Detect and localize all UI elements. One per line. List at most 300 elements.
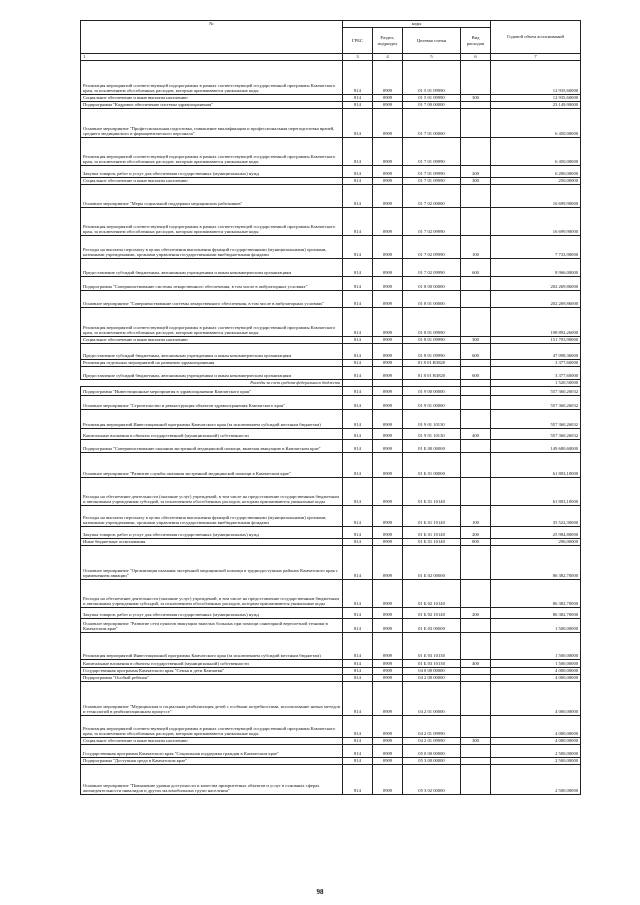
row-target: 01 7 01 09990 — [403, 166, 461, 178]
row-vr: 300 — [461, 337, 491, 344]
row-sum: 16 699,90000 — [491, 185, 581, 208]
row-target: 01 8 01 09990 — [403, 344, 461, 360]
row-grbs: 814 — [343, 619, 373, 633]
row-section: 0909 — [373, 178, 403, 185]
row-grbs: 814 — [343, 738, 373, 745]
row-name: Реализация мероприятий соответствующей подпрограммы в рамках соответствующей государственной программы Камчатского края, за исключением обособленных расходов, которым присваиваются уникальные коды — [81, 61, 343, 95]
row-sum: 2 500,00000 — [491, 758, 581, 765]
row-grbs: 814 — [343, 580, 373, 608]
row-section: 0909 — [373, 440, 403, 453]
table-row — [81, 660, 581, 668]
col-number: 1 — [81, 54, 343, 61]
row-target: 04 2 01 00000 — [403, 682, 461, 716]
row-grbs: 814 — [343, 539, 373, 546]
table-row — [81, 102, 581, 109]
row-grbs: 814 — [343, 506, 373, 527]
row-target: 01 Б 01 10140 — [403, 478, 461, 506]
row-target: 01 Б 01 00000 — [403, 453, 461, 478]
row-section: 0909 — [373, 668, 403, 675]
page-number: 98 — [316, 888, 324, 896]
row-grbs: 814 — [343, 675, 373, 682]
row-name: Подпрограмма "Совершенствование системы лекарственного обеспечения, в том числе в амбулаторных условиях" — [81, 277, 343, 291]
row-grbs: 814 — [343, 178, 373, 185]
row-vr: 300 — [461, 95, 491, 102]
row-section: 0909 — [373, 277, 403, 291]
row-section: 0909 — [373, 633, 403, 660]
col-number: 5 — [403, 54, 461, 61]
row-sum: 4 000,00000 — [491, 738, 581, 745]
row-name: Социальное обеспечение и иные выплаты населению — [81, 95, 343, 102]
row-grbs: 814 — [343, 765, 373, 795]
row-section: 0909 — [373, 291, 403, 308]
row-grbs: 814 — [343, 291, 373, 308]
row-section: 0909 — [373, 138, 403, 166]
col-number: 7 — [491, 54, 581, 61]
row-section: 0909 — [373, 95, 403, 102]
col-number: 3 — [343, 54, 373, 61]
table-row — [81, 259, 581, 277]
row-name: Основное мероприятие "Меры социальной поддержки медицинских работников" — [81, 185, 343, 208]
row-target: 01 9 00 00000 — [403, 387, 461, 396]
table-row — [81, 682, 581, 716]
row-grbs: 814 — [343, 236, 373, 259]
row-section: 0909 — [373, 185, 403, 208]
row-section: 0909 — [373, 619, 403, 633]
table-row — [81, 208, 581, 236]
row-vr — [461, 478, 491, 506]
col-number: 4 — [373, 54, 403, 61]
row-grbs: 814 — [343, 259, 373, 277]
row-sum: 296,00000 — [491, 539, 581, 546]
row-name: Социальное обеспечение и иные выплаты населению — [81, 738, 343, 745]
row-vr — [461, 387, 491, 396]
row-section: 0909 — [373, 527, 403, 539]
row-sum: 4 000,00000 — [491, 675, 581, 682]
row-sum: 4 000,00000 — [491, 668, 581, 675]
row-name: Основное мероприятие "Развитие службы оказания экстренной медицинской помощи в Камчатском крае" — [81, 453, 343, 478]
row-vr — [461, 682, 491, 716]
row-section: 0909 — [373, 387, 403, 396]
row-grbs: 814 — [343, 440, 373, 453]
row-sum: 2 500,00000 — [491, 745, 581, 758]
table-row — [81, 716, 581, 738]
row-target: 01 7 01 00000 — [403, 109, 461, 138]
row-sum: 3 377,60000 — [491, 360, 581, 367]
row-sum: 7 733,90000 — [491, 236, 581, 259]
row-target: 01 8 01 R3820 — [403, 360, 461, 367]
row-section: 0909 — [373, 580, 403, 608]
header-codes-group: коды — [343, 21, 491, 28]
row-section: 0909 — [373, 360, 403, 367]
row-vr: 600 — [461, 367, 491, 380]
row-target: 01 Б 02 10140 — [403, 580, 461, 608]
row-grbs: 814 — [343, 527, 373, 539]
table-row — [81, 277, 581, 291]
row-section: 0909 — [373, 675, 403, 682]
row-vr: 400 — [461, 429, 491, 440]
row-name: Расходы за счет средств федерального бюджета — [250, 380, 340, 386]
row-sum: 86 382,70000 — [491, 546, 581, 580]
row-vr: 300 — [461, 178, 491, 185]
row-sum: 23 149,90000 — [491, 102, 581, 109]
row-name: Реализация мероприятий соответствующей подпрограммы в рамках соответствующей государственной программы Камчатского края, за исключением обособленных расходов, которым присваиваются уникальные коды — [81, 208, 343, 236]
row-grbs: 814 — [343, 660, 373, 668]
column-numbering-row — [81, 54, 581, 61]
row-grbs: 814 — [343, 546, 373, 580]
row-name: Предоставление субсидий бюджетным, автономным учреждениям и иным некоммерческим организациям — [81, 367, 343, 380]
table-row — [81, 506, 581, 527]
row-vr: 100 — [461, 506, 491, 527]
row-sum: 149 680,60000 — [491, 440, 581, 453]
row-sum: 1 500,00000 — [491, 660, 581, 668]
row-name: Основное мероприятие "Развитие сети пунктов эвакуации тяжелых больных при помощи санитарной вертолетной техники в Камчатском крае" — [81, 619, 343, 633]
table-row — [81, 675, 581, 682]
row-grbs: 814 — [343, 410, 373, 429]
row-target: 01 Б 03 00000 — [403, 619, 461, 633]
row-vr — [461, 208, 491, 236]
row-target: 01 Б 03 10130 — [403, 633, 461, 660]
row-name: Подпрограмма "Инвестиционные мероприятия в здравоохранении Камчатского края" — [81, 387, 343, 396]
row-target: 01 8 01 09990 — [403, 337, 461, 344]
row-grbs: 814 — [343, 109, 373, 138]
table-row — [81, 396, 581, 410]
row-grbs: 814 — [343, 387, 373, 396]
row-sum: 151 793,90000 — [491, 337, 581, 344]
row-vr — [461, 360, 491, 367]
row-target: 01 Б 01 10140 — [403, 506, 461, 527]
row-vr — [461, 580, 491, 608]
row-section: 0909 — [373, 506, 403, 527]
row-sum: 202 269,86000 — [491, 291, 581, 308]
row-name: Предоставление субсидий бюджетным, автономным учреждениям и иным некоммерческим организациям — [81, 344, 343, 360]
row-section: 0909 — [373, 344, 403, 360]
row-sum: 35 522,30000 — [491, 506, 581, 527]
table-row — [81, 453, 581, 478]
row-section: 0909 — [373, 61, 403, 95]
row-target: 05 3 00 00000 — [403, 758, 461, 765]
row-vr: 600 — [461, 344, 491, 360]
row-section: 0909 — [373, 166, 403, 178]
row-sum: 61 803,10000 — [491, 478, 581, 506]
row-vr: 200 — [461, 527, 491, 539]
row-target: 01 7 00 00000 — [403, 102, 461, 109]
row-sum: 2 500,00000 — [491, 765, 581, 795]
row-vr — [461, 440, 491, 453]
row-name: Основное мероприятие "Организация оказания экстренной медицинской помощи в труднодоступных районах Камчатского края с применением авиации" — [81, 546, 343, 580]
row-grbs: 814 — [343, 367, 373, 380]
row-grbs: 814 — [343, 429, 373, 440]
row-target: 01 Б 00 00000 — [403, 440, 461, 453]
row-sum: 202 269,86000 — [491, 277, 581, 291]
row-name: Подпрограмма "Особый ребенок" — [81, 675, 343, 682]
table-row — [81, 185, 581, 208]
row-sum: 12 935,60000 — [491, 61, 581, 95]
header-vr: Вид расходов — [461, 28, 491, 54]
row-section: 0909 — [373, 478, 403, 506]
row-section: 0909 — [373, 236, 403, 259]
row-vr — [461, 675, 491, 682]
row-vr — [461, 380, 491, 387]
row-grbs: 814 — [343, 61, 373, 95]
row-target: 01 5 01 09990 — [403, 95, 461, 102]
row-sum: 3 377,60000 — [491, 367, 581, 380]
table-row — [81, 546, 581, 580]
row-target: 01 7 02 09990 — [403, 208, 461, 236]
row-vr: 800 — [461, 539, 491, 546]
row-section: 0909 — [373, 429, 403, 440]
row-vr — [461, 291, 491, 308]
row-name: Расходы на обеспечение деятельности (оказание услуг) учреждений, в том числе на предоставление государственным бюджетным и автономным учреждениям субсидий, за исключением обособленных расходов, которым присваиваются уникальные коды — [81, 580, 343, 608]
table-body — [81, 61, 581, 795]
row-name: Основное мероприятие "Профессиональная подготовка, повышение квалификации и профессиональная переподготовка врачей, среднего медицинского и фармацевтического персонала" — [81, 109, 343, 138]
row-sum: 47 098,36000 — [491, 344, 581, 360]
row-vr: 200 — [461, 608, 491, 619]
table-row — [81, 291, 581, 308]
row-sum: 6 200,00000 — [491, 166, 581, 178]
header-name: № — [81, 21, 343, 54]
row-sum: 4 000,00000 — [491, 682, 581, 716]
row-target: 01 7 02 09990 — [403, 236, 461, 259]
row-target: 01 Б 01 10140 — [403, 539, 461, 546]
row-grbs: 814 — [343, 478, 373, 506]
row-name: Подпрограмма "Доступная среда в Камчатском крае" — [81, 758, 343, 765]
table-row — [81, 580, 581, 608]
row-name: Реализация отдельных мероприятий по развитию здравоохранения — [81, 360, 343, 367]
row-vr — [461, 109, 491, 138]
row-vr — [461, 396, 491, 410]
row-target: 01 5 01 09990 — [403, 61, 461, 95]
row-vr — [461, 277, 491, 291]
row-vr — [461, 453, 491, 478]
row-vr — [461, 61, 491, 95]
col-number: 6 — [461, 54, 491, 61]
table-row — [81, 758, 581, 765]
row-vr — [461, 633, 491, 660]
row-grbs — [343, 380, 373, 387]
table-row — [81, 539, 581, 546]
row-grbs: 814 — [343, 360, 373, 367]
row-section: 0909 — [373, 682, 403, 716]
row-section: 0909 — [373, 337, 403, 344]
row-section: 0909 — [373, 102, 403, 109]
row-target: 01 8 00 00000 — [403, 277, 461, 291]
table-row — [81, 236, 581, 259]
row-grbs: 814 — [343, 633, 373, 660]
row-grbs: 814 — [343, 277, 373, 291]
row-sum: 4 000,00000 — [491, 716, 581, 738]
row-name: Иные бюджетные ассигнования — [81, 539, 343, 546]
row-vr — [461, 410, 491, 429]
table-row — [81, 95, 581, 102]
row-name: Подпрограмма "Совершенствование оказания экстренной медицинской помощи, включая эвакуацию в Камчатском крае" — [81, 440, 343, 453]
row-name: Реализация мероприятий соответствующей подпрограммы в рамках соответствующей государственной программы Камчатского края, за исключением обособленных расходов, которым присваиваются уникальные коды — [81, 716, 343, 738]
row-name: Капитальные вложения в объекты государственной (муниципальной) собственности — [81, 429, 343, 440]
row-grbs: 814 — [343, 745, 373, 758]
row-target: 05 3 02 00000 — [403, 765, 461, 795]
row-grbs: 814 — [343, 208, 373, 236]
row-vr — [461, 619, 491, 633]
row-name: Реализация мероприятий Инвестиционной программы Камчатского края (за исключением субсидий местным бюджетам) — [81, 633, 343, 660]
table-row — [81, 308, 581, 337]
row-name: Расходы на выплаты персоналу в целях обеспечения выполнения функций государственными (муниципальными) органами, казенными учреждениями, органами управления государственными внебюджетными фондами — [81, 236, 343, 259]
row-sum: 86 382,70000 — [491, 580, 581, 608]
row-vr — [461, 668, 491, 675]
row-vr — [461, 546, 491, 580]
row-sum: 1 500,00000 — [491, 633, 581, 660]
row-name: Основное мероприятие "Медицинская и социальная реабилитация детей с особыми потребностями, использование новых методов и технологий в реабилитационном процессе" — [81, 682, 343, 716]
row-name: Основное мероприятие "Совершенствование системы лекарственного обеспечения, в том числе в амбулаторных условиях" — [81, 291, 343, 308]
table-row — [81, 344, 581, 360]
row-target: 04 2 01 09990 — [403, 716, 461, 738]
row-target: 01 9 01 10130 — [403, 410, 461, 429]
row-name: Расходы на выплаты персоналу в целях обеспечения выполнения функций государственными (муниципальными) органами, казенными учреждениями, органами управления государственными внебюджетными фондами — [81, 506, 343, 527]
table-row — [81, 738, 581, 745]
row-grbs: 814 — [343, 396, 373, 410]
row-grbs: 814 — [343, 308, 373, 337]
row-target — [403, 380, 461, 387]
row-target: 04 2 00 00000 — [403, 675, 461, 682]
row-grbs: 814 — [343, 185, 373, 208]
row-section: 0909 — [373, 738, 403, 745]
row-target: 01 7 01 09990 — [403, 178, 461, 185]
row-sum: 198 892,26000 — [491, 308, 581, 337]
table-row — [81, 178, 581, 185]
row-target: 01 Б 02 00000 — [403, 546, 461, 580]
row-grbs: 814 — [343, 166, 373, 178]
row-sum: 557 360,26032 — [491, 387, 581, 396]
row-name: Социальное обеспечение и иные выплаты населению — [81, 178, 343, 185]
row-sum: 1 520,50000 — [491, 380, 581, 387]
row-name: Закупка товаров, работ и услуг для обеспечения государственных (муниципальных) нужд — [81, 527, 343, 539]
row-name: Основное мероприятие "Строительство и реконструкция объектов здравоохранения Камчатского края" — [81, 396, 343, 410]
row-section: 0909 — [373, 745, 403, 758]
row-sum: 6 450,00000 — [491, 109, 581, 138]
row-target: 01 Б 02 10140 — [403, 608, 461, 619]
table-row — [81, 61, 581, 95]
row-vr — [461, 102, 491, 109]
row-target: 04 0 00 00000 — [403, 668, 461, 675]
row-section: 0909 — [373, 765, 403, 795]
row-name: Социальное обеспечение и иные выплаты населению — [81, 337, 343, 344]
row-target: 01 7 01 09990 — [403, 138, 461, 166]
row-target: 01 7 02 09990 — [403, 259, 461, 277]
row-section: 0909 — [373, 546, 403, 580]
table-row — [81, 440, 581, 453]
row-target: 04 2 01 09990 — [403, 738, 461, 745]
header-target: Целевая статья — [403, 28, 461, 54]
row-sum: 16 699,90000 — [491, 208, 581, 236]
row-sum: 250,00000 — [491, 178, 581, 185]
row-name: Реализация мероприятий соответствующей подпрограммы в рамках соответствующей государственной программы Камчатского края, за исключением обособленных расходов, которым присваиваются уникальные коды — [81, 138, 343, 166]
row-target: 01 9 01 00000 — [403, 396, 461, 410]
row-vr — [461, 308, 491, 337]
row-sum: 61 803,10000 — [491, 453, 581, 478]
row-section: 0909 — [373, 608, 403, 619]
row-vr: 600 — [461, 259, 491, 277]
budget-table — [80, 20, 581, 795]
row-name: Закупка товаров, работ и услуг для обеспечения государственных (муниципальных) нужд — [81, 166, 343, 178]
row-name: Реализация мероприятий Инвестиционной программы Камчатского края (за исключением субсидий местным бюджетам) — [81, 410, 343, 429]
row-sum: 557 360,26032 — [491, 396, 581, 410]
row-vr — [461, 745, 491, 758]
table-row — [81, 109, 581, 138]
table-row — [81, 608, 581, 619]
row-grbs: 814 — [343, 668, 373, 675]
row-section: 0909 — [373, 660, 403, 668]
table-row — [81, 138, 581, 166]
row-vr: 400 — [461, 660, 491, 668]
row-section: 0909 — [373, 208, 403, 236]
row-target: 01 8 01 00000 — [403, 291, 461, 308]
row-target: 01 8 01 09990 — [403, 308, 461, 337]
row-section: 0909 — [373, 308, 403, 337]
row-target: 05 0 00 00000 — [403, 745, 461, 758]
row-grbs: 814 — [343, 608, 373, 619]
row-grbs: 814 — [343, 716, 373, 738]
row-sum: 8 966,00000 — [491, 259, 581, 277]
row-vr: 200 — [461, 166, 491, 178]
row-vr — [461, 716, 491, 738]
row-section: 0909 — [373, 259, 403, 277]
table-row — [81, 765, 581, 795]
table-row — [81, 367, 581, 380]
row-vr — [461, 185, 491, 208]
table-row — [81, 410, 581, 429]
row-section: 0909 — [373, 109, 403, 138]
row-section: 0909 — [373, 716, 403, 738]
row-section: 0909 — [373, 396, 403, 410]
row-name: Основное мероприятие "Повышение уровня доступности и качества приоритетных объектов и услуг в основных сферах жизнедеятельности инвалидов и других маломобильных групп населения" — [81, 765, 343, 795]
row-grbs: 814 — [343, 344, 373, 360]
row-section: 0909 — [373, 453, 403, 478]
table-row — [81, 527, 581, 539]
table-row — [81, 360, 581, 367]
row-name: Предоставление субсидий бюджетным, автономным учреждениям и иным некоммерческим организациям — [81, 259, 343, 277]
row-target: 01 7 02 00000 — [403, 185, 461, 208]
row-section — [373, 380, 403, 387]
row-sum: 86 382,70000 — [491, 608, 581, 619]
table-row — [81, 387, 581, 396]
table-row — [81, 166, 581, 178]
row-section: 0909 — [373, 367, 403, 380]
row-sum: 12 935,60000 — [491, 95, 581, 102]
row-target: 01 Б 03 10130 — [403, 660, 461, 668]
row-grbs: 814 — [343, 138, 373, 166]
row-vr — [461, 138, 491, 166]
row-name: Государственная программа Камчатского края "Семья и дети Камчатки" — [81, 668, 343, 675]
row-sum: 557 360,26032 — [491, 410, 581, 429]
table-row — [81, 429, 581, 440]
row-target: 01 9 01 10130 — [403, 429, 461, 440]
table-row — [81, 619, 581, 633]
row-grbs: 814 — [343, 682, 373, 716]
row-name: Государственная программа Камчатского края "Социальная поддержка граждан в Камчатском крае" — [81, 745, 343, 758]
row-name: Капитальные вложения в объекты государственной (муниципальной) собственности — [81, 660, 343, 668]
row-vr — [461, 765, 491, 795]
row-section: 0909 — [373, 758, 403, 765]
row-name: Подпрограмма "Кадровое обеспечение системы здравоохранения" — [81, 102, 343, 109]
row-target: 01 Б 01 10140 — [403, 527, 461, 539]
table-row — [81, 745, 581, 758]
row-grbs: 814 — [343, 758, 373, 765]
header-total: Годовой объем ассигнований — [491, 21, 581, 54]
table-row — [81, 380, 581, 387]
row-section: 0909 — [373, 539, 403, 546]
header-grbs: ГРБС — [343, 28, 373, 54]
row-name: Закупка товаров, работ и услуг для обеспечения государственных (муниципальных) нужд — [81, 608, 343, 619]
row-vr: 100 — [461, 236, 491, 259]
row-name: Расходы на обеспечение деятельности (оказание услуг) учреждений, в том числе на предоставление государственным бюджетным и автономным учреждениям субсидий, за исключением обособленных расходов, которым присваиваются уникальные коды — [81, 478, 343, 506]
